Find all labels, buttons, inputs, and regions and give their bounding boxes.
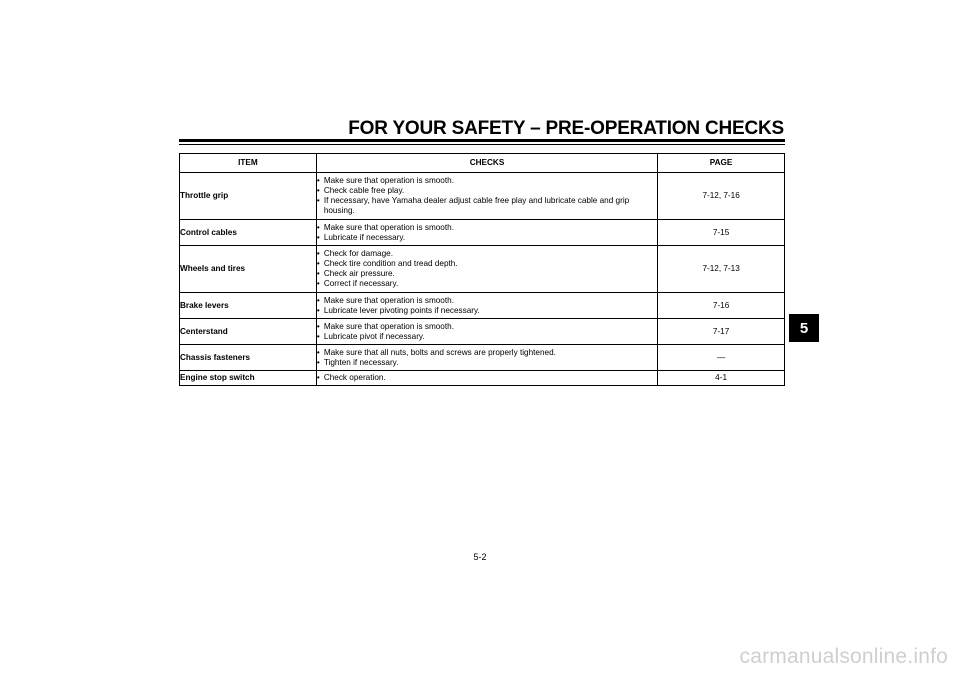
checks-cell — [316, 345, 657, 371]
table-row — [180, 293, 785, 319]
checks-cell — [316, 173, 657, 220]
check-item: • Make sure that operation is smooth. — [317, 322, 657, 332]
check-item: • If necessary, have Yamaha dealer adjust cable free play and lubricate cable and grip housing. — [317, 196, 657, 216]
check-item: • Check air pressure. — [317, 269, 657, 279]
table-row — [180, 173, 785, 220]
page-cell: 7-15 — [658, 220, 785, 246]
watermark: carmanualsonline.info — [739, 645, 948, 668]
page-title: FOR YOUR SAFETY – PRE-OPERATION CHECKS — [348, 118, 784, 139]
title-rule-thick — [179, 139, 785, 142]
check-item: • Tighten if necessary. — [317, 358, 657, 368]
check-item: • Correct if necessary. — [317, 279, 657, 289]
checks-cell — [316, 293, 657, 319]
item-cell: Wheels and tires — [180, 246, 317, 293]
check-item: • Lubricate if necessary. — [317, 233, 657, 243]
page-cell: — — [658, 345, 785, 371]
chapter-tab: 5 — [789, 314, 819, 342]
check-item: • Make sure that all nuts, bolts and screws are properly tightened. — [317, 348, 657, 358]
header-item: ITEM — [180, 154, 317, 173]
check-item: • Make sure that operation is smooth. — [317, 296, 657, 306]
item-cell: Throttle grip — [180, 173, 317, 220]
table-row — [180, 371, 785, 386]
table-row — [180, 319, 785, 345]
check-item: • Check cable free play. — [317, 186, 657, 196]
header-page: PAGE — [658, 154, 785, 173]
check-item: • Make sure that operation is smooth. — [317, 223, 657, 233]
check-item: • Make sure that operation is smooth. — [317, 176, 657, 186]
page-cell: 7-12, 7-13 — [658, 246, 785, 293]
item-cell: Centerstand — [180, 319, 317, 345]
checks-cell — [316, 246, 657, 293]
page-cell: 7-12, 7-16 — [658, 173, 785, 220]
table-row — [180, 220, 785, 246]
check-item: • Lubricate lever pivoting points if necessary. — [317, 306, 657, 316]
table-row — [180, 246, 785, 293]
page-cell: 7-16 — [658, 293, 785, 319]
item-cell: Control cables — [180, 220, 317, 246]
check-item: • Lubricate pivot if necessary. — [317, 332, 657, 342]
page-cell: 4-1 — [658, 371, 785, 386]
checks-cell — [316, 319, 657, 345]
page-number: 5-2 — [473, 552, 487, 562]
page-cell: 7-17 — [658, 319, 785, 345]
checks-cell — [316, 220, 657, 246]
item-cell: Chassis fasteners — [180, 345, 317, 371]
header-checks: CHECKS — [316, 154, 657, 173]
table-row — [180, 345, 785, 371]
title-rule-thin — [179, 144, 785, 145]
item-cell: Engine stop switch — [180, 371, 317, 386]
checks-cell — [316, 371, 657, 386]
table-header-row — [180, 154, 785, 173]
item-cell: Brake levers — [180, 293, 317, 319]
pre-operation-checks-table — [179, 153, 785, 386]
check-item: • Check tire condition and tread depth. — [317, 259, 657, 269]
check-item: • Check operation. — [317, 373, 657, 383]
check-item: • Check for damage. — [317, 249, 657, 259]
